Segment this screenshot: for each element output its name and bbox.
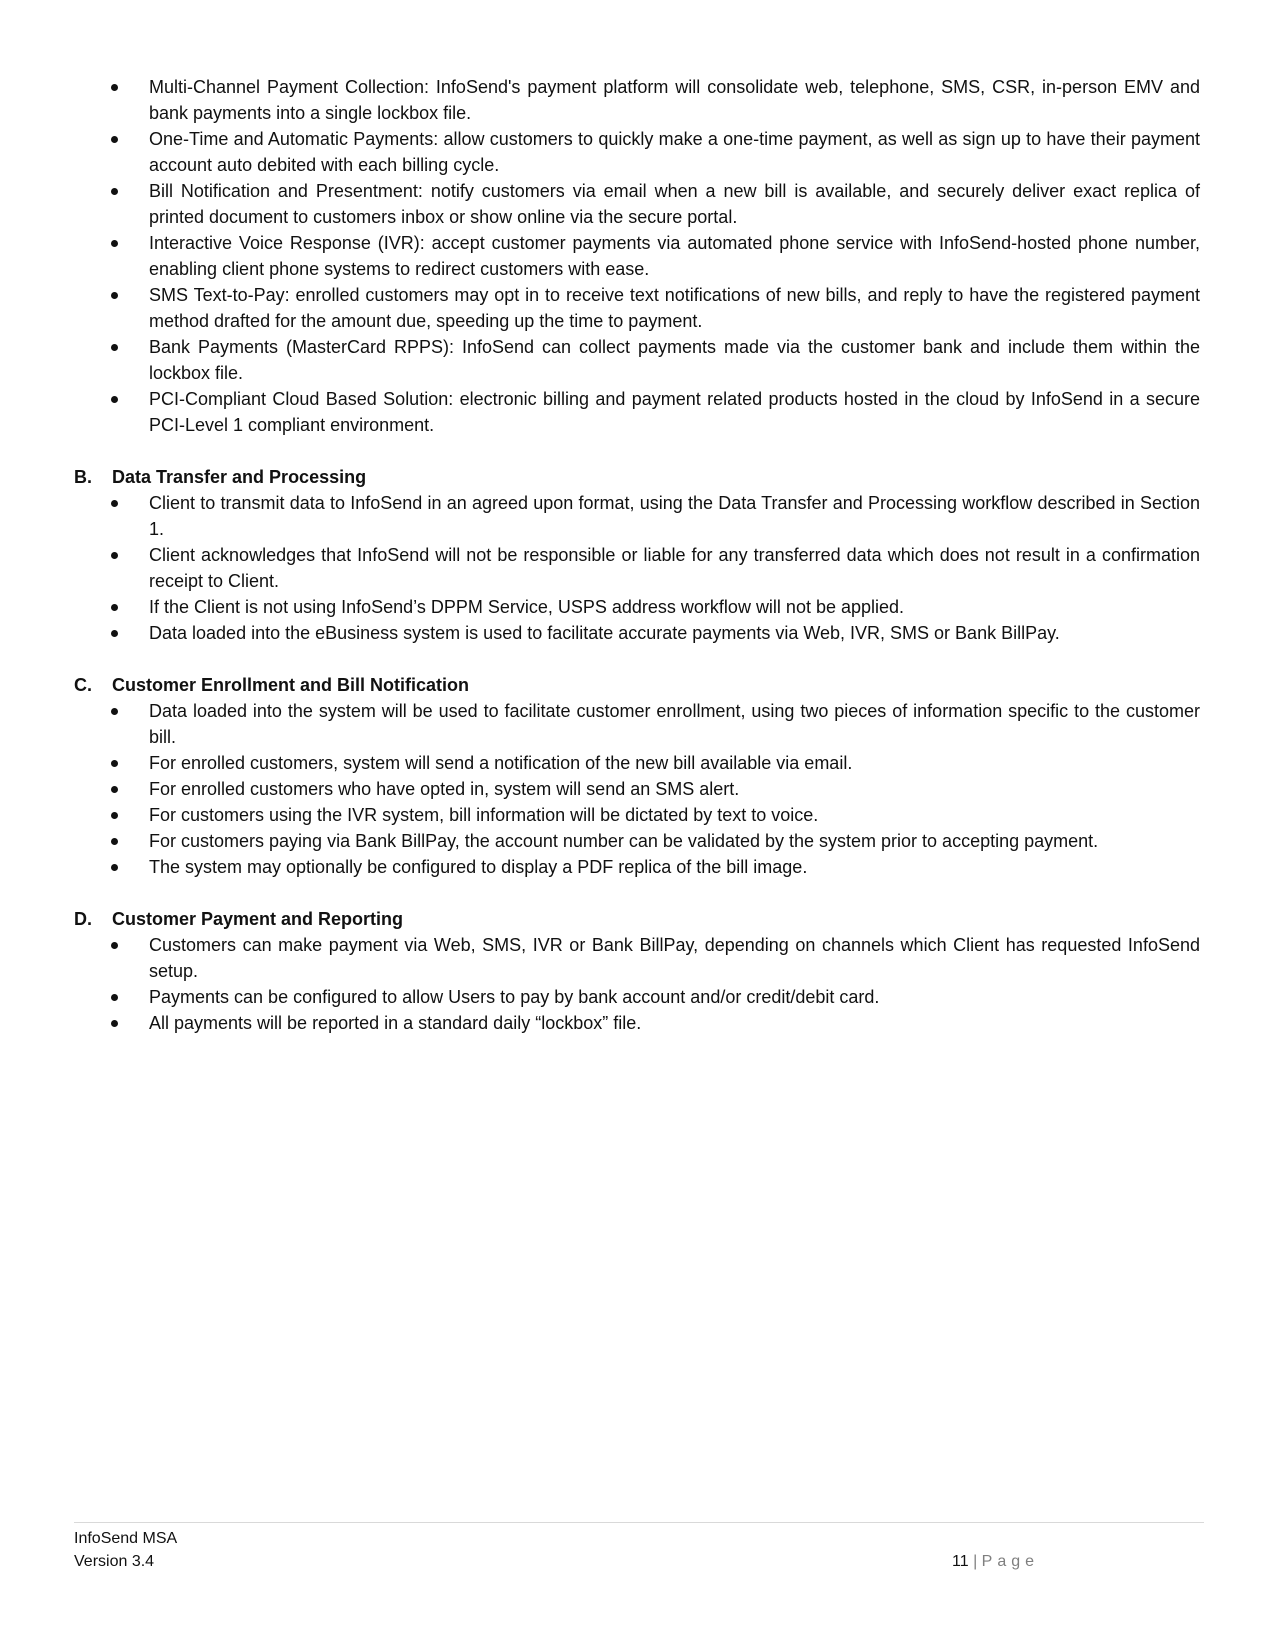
list-item (149, 984, 1200, 1010)
list-item-text: Data loaded into the system will be used to facilitate customer enrollment, using two pieces of information specific to the customer bill. (149, 701, 1200, 747)
list-item (149, 230, 1200, 282)
list-item (149, 698, 1200, 750)
section-customer-enrollment (74, 672, 1200, 880)
section-heading (74, 672, 1200, 698)
list-item-text: Multi-Channel Payment Collection: InfoSend's payment platform will consolidate web, telephone, SMS, CSR, in-person EMV and bank payments into a single lockbox file. (149, 77, 1200, 123)
list-item-text: For enrolled customers who have opted in, system will send an SMS alert. (149, 779, 740, 799)
list-item (149, 776, 1200, 802)
bullet-icon (111, 188, 118, 195)
page-word: Page (981, 1553, 1040, 1570)
page-content (74, 74, 1200, 1036)
list-item (149, 854, 1200, 880)
list-item-text: Customers can make payment via Web, SMS, IVR or Bank BillPay, depending on channels which Client has requested InfoSend setup. (149, 935, 1200, 981)
page-separator: | (973, 1553, 978, 1570)
bullet-icon (111, 864, 118, 871)
list-item (149, 178, 1200, 230)
intro-bullet-list (74, 74, 1200, 438)
list-item (149, 490, 1200, 542)
section-letter: D. (74, 909, 92, 929)
section-bullet-list (74, 490, 1200, 646)
section-bullet-list (74, 932, 1200, 1036)
list-item (149, 542, 1200, 594)
bullet-icon (111, 786, 118, 793)
footer-version: Version 3.4 (74, 1553, 155, 1570)
list-item (149, 282, 1200, 334)
bullet-icon (111, 396, 118, 403)
list-item (149, 828, 1200, 854)
list-item-text: Bill Notification and Presentment: notify customers via email when a new bill is available, and securely deliver exact replica of printed document to customers inbox or show online via the secure portal. (149, 181, 1200, 227)
list-item-text: All payments will be reported in a standard daily “lockbox” file. (149, 1013, 642, 1033)
list-item (149, 334, 1200, 386)
section-data-transfer (74, 464, 1200, 646)
bullet-icon (111, 292, 118, 299)
bullet-icon (111, 552, 118, 559)
section-letter: C. (74, 675, 92, 695)
bullet-icon (111, 344, 118, 351)
list-item (149, 386, 1200, 438)
page-number-label (952, 1550, 1039, 1573)
section-title: Customer Enrollment and Bill Notification (112, 675, 470, 695)
list-item-text: For customers using the IVR system, bill information will be dictated by text to voice. (149, 805, 819, 825)
list-item-text: If the Client is not using InfoSend’s DPPM Service, USPS address workflow will not be applied. (149, 597, 905, 617)
list-item (149, 1010, 1200, 1036)
list-item-text: Bank Payments (MasterCard RPPS): InfoSend can collect payments made via the customer bank and include them within the lockbox file. (149, 337, 1200, 383)
list-item-text: The system may optionally be configured to display a PDF replica of the bill image. (149, 857, 808, 877)
list-item (149, 932, 1200, 984)
section-heading (74, 464, 1200, 490)
bullet-icon (111, 994, 118, 1001)
list-item-text: Client acknowledges that InfoSend will not be responsible or liable for any transferred data which does not result in a confirmation receipt to Client. (149, 545, 1200, 591)
list-item-text: Interactive Voice Response (IVR): accept customer payments via automated phone service with InfoSend-hosted phone number, enabling client phone systems to redirect customers with ease. (149, 233, 1200, 279)
bullet-icon (111, 1020, 118, 1027)
list-item-text: Client to transmit data to InfoSend in an agreed upon format, using the Data Transfer and Processing workflow described in Section 1. (149, 493, 1200, 539)
page-footer (74, 1522, 1204, 1570)
bullet-icon (111, 942, 118, 949)
list-item-text: Payments can be configured to allow Users to pay by bank account and/or credit/debit card. (149, 987, 880, 1007)
bullet-icon (111, 84, 118, 91)
list-item (149, 126, 1200, 178)
section-letter: B. (74, 467, 92, 487)
section-bullet-list (74, 698, 1200, 880)
bullet-icon (111, 500, 118, 507)
list-item-text: One-Time and Automatic Payments: allow customers to quickly make a one-time payment, as well as sign up to have their payment account auto debited with each billing cycle. (149, 129, 1200, 175)
bullet-icon (111, 136, 118, 143)
list-item (149, 594, 1200, 620)
list-item (149, 74, 1200, 126)
bullet-icon (111, 604, 118, 611)
list-item-text: PCI-Compliant Cloud Based Solution: electronic billing and payment related products hosted in the cloud by InfoSend in a secure PCI-Level 1 compliant environment. (149, 389, 1200, 435)
list-item-text: For customers paying via Bank BillPay, the account number can be validated by the system prior to accepting payment. (149, 831, 1099, 851)
section-heading (74, 906, 1200, 932)
list-item (149, 750, 1200, 776)
section-title: Data Transfer and Processing (112, 467, 367, 487)
bullet-icon (111, 630, 118, 637)
bullet-icon (111, 240, 118, 247)
list-item-text: Data loaded into the eBusiness system is used to facilitate accurate payments via Web, IVR, SMS or Bank BillPay. (149, 623, 1060, 643)
bullet-icon (111, 838, 118, 845)
list-item-text: For enrolled customers, system will send a notification of the new bill available via email. (149, 753, 853, 773)
bullet-icon (111, 708, 118, 715)
section-title: Customer Payment and Reporting (112, 909, 404, 929)
list-item (149, 802, 1200, 828)
bullet-icon (111, 812, 118, 819)
list-item (149, 620, 1200, 646)
page-number: 11 (952, 1553, 969, 1570)
section-customer-payment (74, 906, 1200, 1036)
list-item-text: SMS Text-to-Pay: enrolled customers may opt in to receive text notifications of new bills, and reply to have the registered payment method drafted for the amount due, speeding up the time to payment. (149, 285, 1200, 331)
bullet-icon (111, 760, 118, 767)
footer-doc-title: InfoSend MSA (74, 1530, 178, 1547)
